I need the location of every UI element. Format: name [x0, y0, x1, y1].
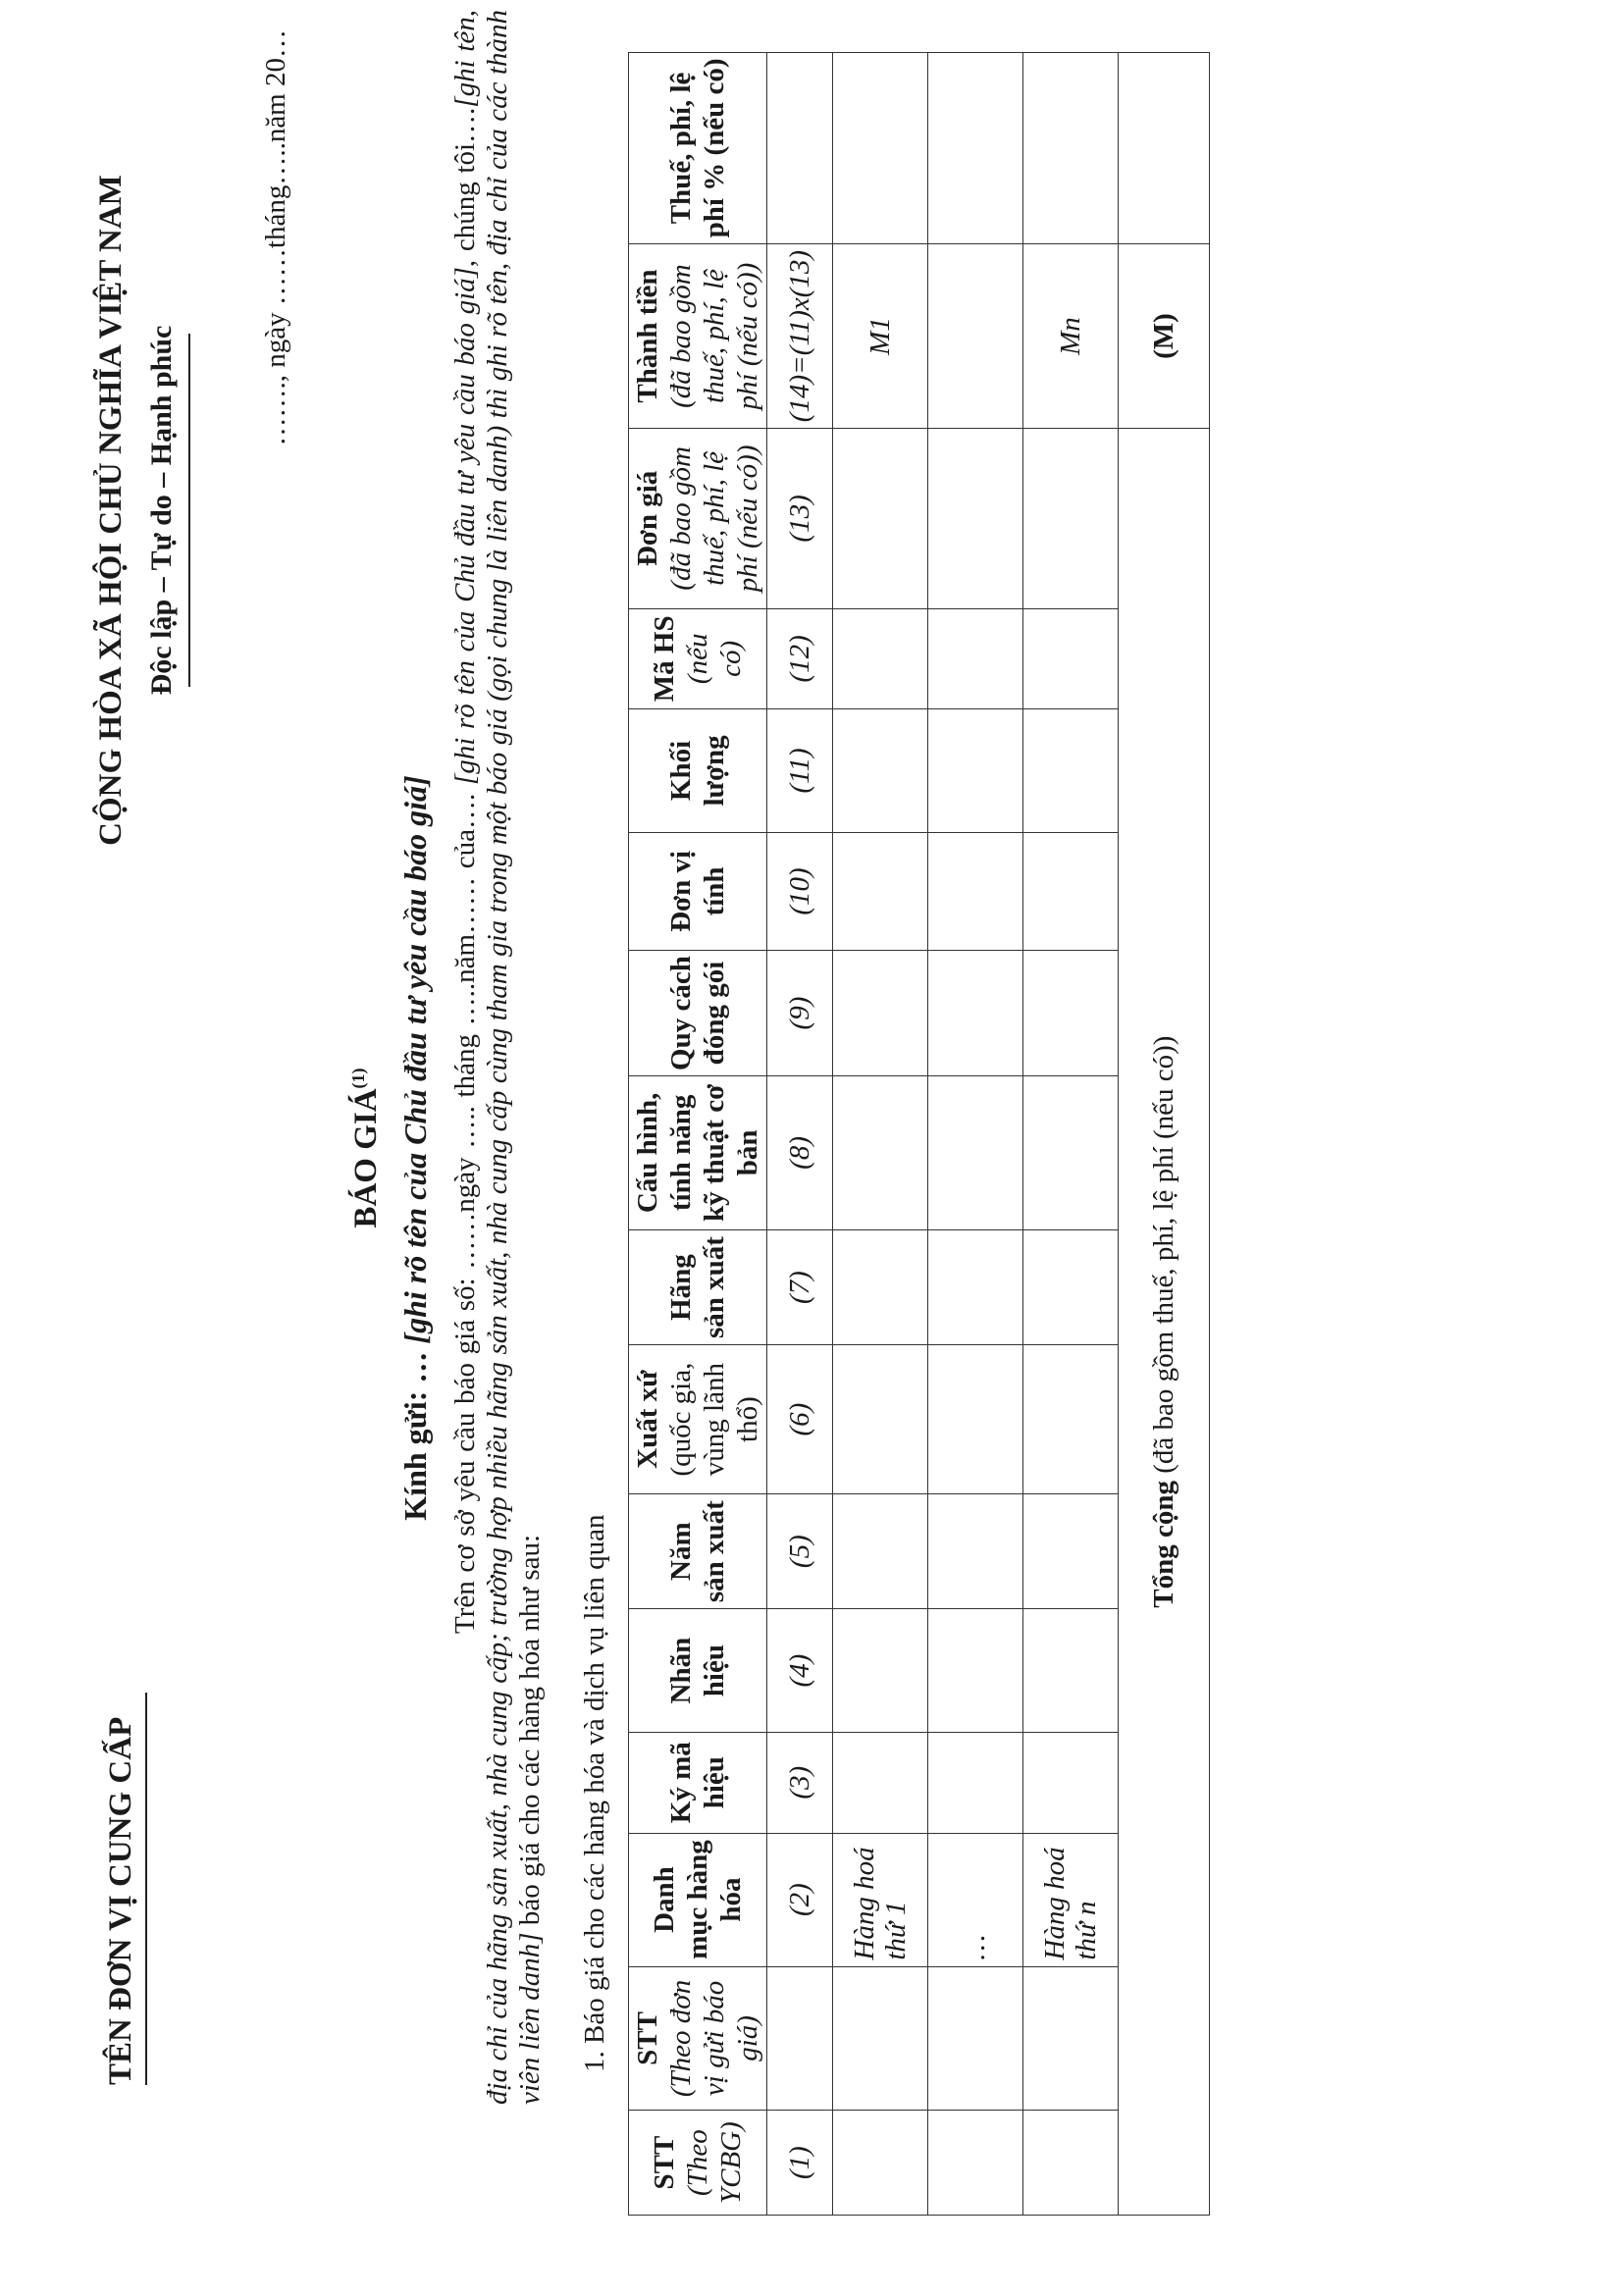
document-title [348, 0, 385, 2296]
col-header: Thành tiền (đã bao gồm thuế, phí, lệ phí (nếu có)) [629, 243, 767, 428]
total-label: Tổng cộng [1147, 1480, 1179, 1608]
table-row [1023, 53, 1119, 2216]
item-name: … [928, 1833, 1023, 1966]
intro-t3: , chúng tôi…. [449, 107, 481, 268]
col-header: Cấu hình, tính năng kỹ thuật cơ bản [629, 1075, 767, 1229]
table-row [928, 53, 1023, 2216]
col-number: (9) [767, 951, 833, 1076]
recipient-label: Kính gửi: … [397, 1351, 433, 1521]
intro-t2: [ghi rõ tên của Chủ đầu tư yêu cầu báo giá] [449, 267, 481, 786]
col-number: (5) [767, 1494, 833, 1609]
item-name: Hàng hoá thứ n [1023, 1833, 1119, 1966]
intro-paragraph [449, 10, 547, 2105]
col-header: Thuế, phí, lệ phí % (nếu có) [629, 53, 767, 244]
date-line: ……., ngày ……tháng…..năm 20… [260, 29, 291, 446]
col-number: (10) [767, 832, 833, 950]
total-label-cell [1119, 429, 1210, 2216]
header-row [629, 53, 767, 2216]
item-amount: M1 [833, 243, 928, 428]
col-header: Ký mã hiệu [629, 1732, 767, 1833]
col-header: Quy cách đóng gói [629, 951, 767, 1076]
intro-t4: [ghi tên, địa chỉ của hãng sản xuất, nhà cung cấp; trường hợp nhiều hãng sản xuất, nhà cung cấp cùng tham gia trong một báo giá (gọi chung là liên danh) thì ghi rõ tên, địa chỉ của các thành viên liên danh] [449, 10, 546, 2105]
col-header: Danh mục hàng hóa [629, 1833, 767, 1966]
col-header: Mã HS (nếu có) [629, 608, 767, 709]
col-header: Đơn giá (đã bao gồm thuế, phí, lệ phí (nếu có)) [629, 429, 767, 608]
column-number-row [767, 53, 833, 2216]
total-note: (đã bao gồm thuế, phí, lệ phí (nếu có)) [1147, 1035, 1179, 1481]
col-number [767, 1966, 833, 2111]
total-row [1119, 53, 1210, 2216]
national-motto: Độc lập – Tự do – Hạnh phúc [145, 325, 178, 696]
col-number: (11) [767, 709, 833, 833]
col-number: (8) [767, 1075, 833, 1229]
national-title: CỘNG HÒA XÃ HỘI CHỦ NGHĨA VIỆT NAM [93, 175, 129, 846]
intro-t1: Trên cơ sở yêu cầu báo giá số: ……ngày ….. tháng …..năm…… của…. [449, 785, 481, 1634]
quotation-table [628, 52, 1210, 2216]
col-header: STT (Theo YCBG) [629, 2111, 767, 2216]
item-amount [928, 243, 1023, 428]
col-header: Nhãn hiệu [629, 1609, 767, 1733]
intro-t5: báo giá cho các hàng hóa như sau: [514, 1534, 546, 1933]
col-number: (14)=(11)x(13) [767, 243, 833, 428]
col-header: STT (Theo đơn vị gửi báo giá) [629, 1966, 767, 2111]
col-number: (12) [767, 608, 833, 709]
col-number [767, 53, 833, 244]
col-header: Đơn vị tính [629, 832, 767, 950]
col-header: Năm sản xuất [629, 1494, 767, 1609]
col-header: Khối lượng [629, 709, 767, 833]
recipient-line [397, 0, 434, 2296]
col-number: (2) [767, 1833, 833, 1966]
supplier-name: TÊN ĐƠN VỊ CUNG CẤP [103, 1716, 138, 2085]
supplier-underline [145, 1693, 147, 2085]
col-number: (13) [767, 429, 833, 608]
col-number: (4) [767, 1609, 833, 1733]
col-header: Xuất xứ (quốc gia, vùng lãnh thổ) [629, 1345, 767, 1494]
table-row [833, 53, 928, 2216]
recipient-hint: [ghi rõ tên của Chủ đầu tư yêu cầu báo giá] [397, 775, 433, 1344]
col-number: (1) [767, 2111, 833, 2216]
col-header: Hãng sản xuất [629, 1229, 767, 1344]
col-number: (3) [767, 1732, 833, 1833]
item-amount: Mn [1023, 243, 1119, 428]
col-number: (6) [767, 1345, 833, 1494]
section-heading: 1. Báo giá cho các hàng hóa và dịch vụ liên quan [579, 1514, 610, 2072]
title-footnote: (1) [348, 1068, 368, 1089]
title-text: BÁO GIÁ [348, 1088, 384, 1228]
motto-underline [188, 334, 190, 687]
total-value: (M) [1119, 243, 1210, 428]
col-number: (7) [767, 1229, 833, 1344]
item-name: Hàng hoá thứ 1 [833, 1833, 928, 1966]
